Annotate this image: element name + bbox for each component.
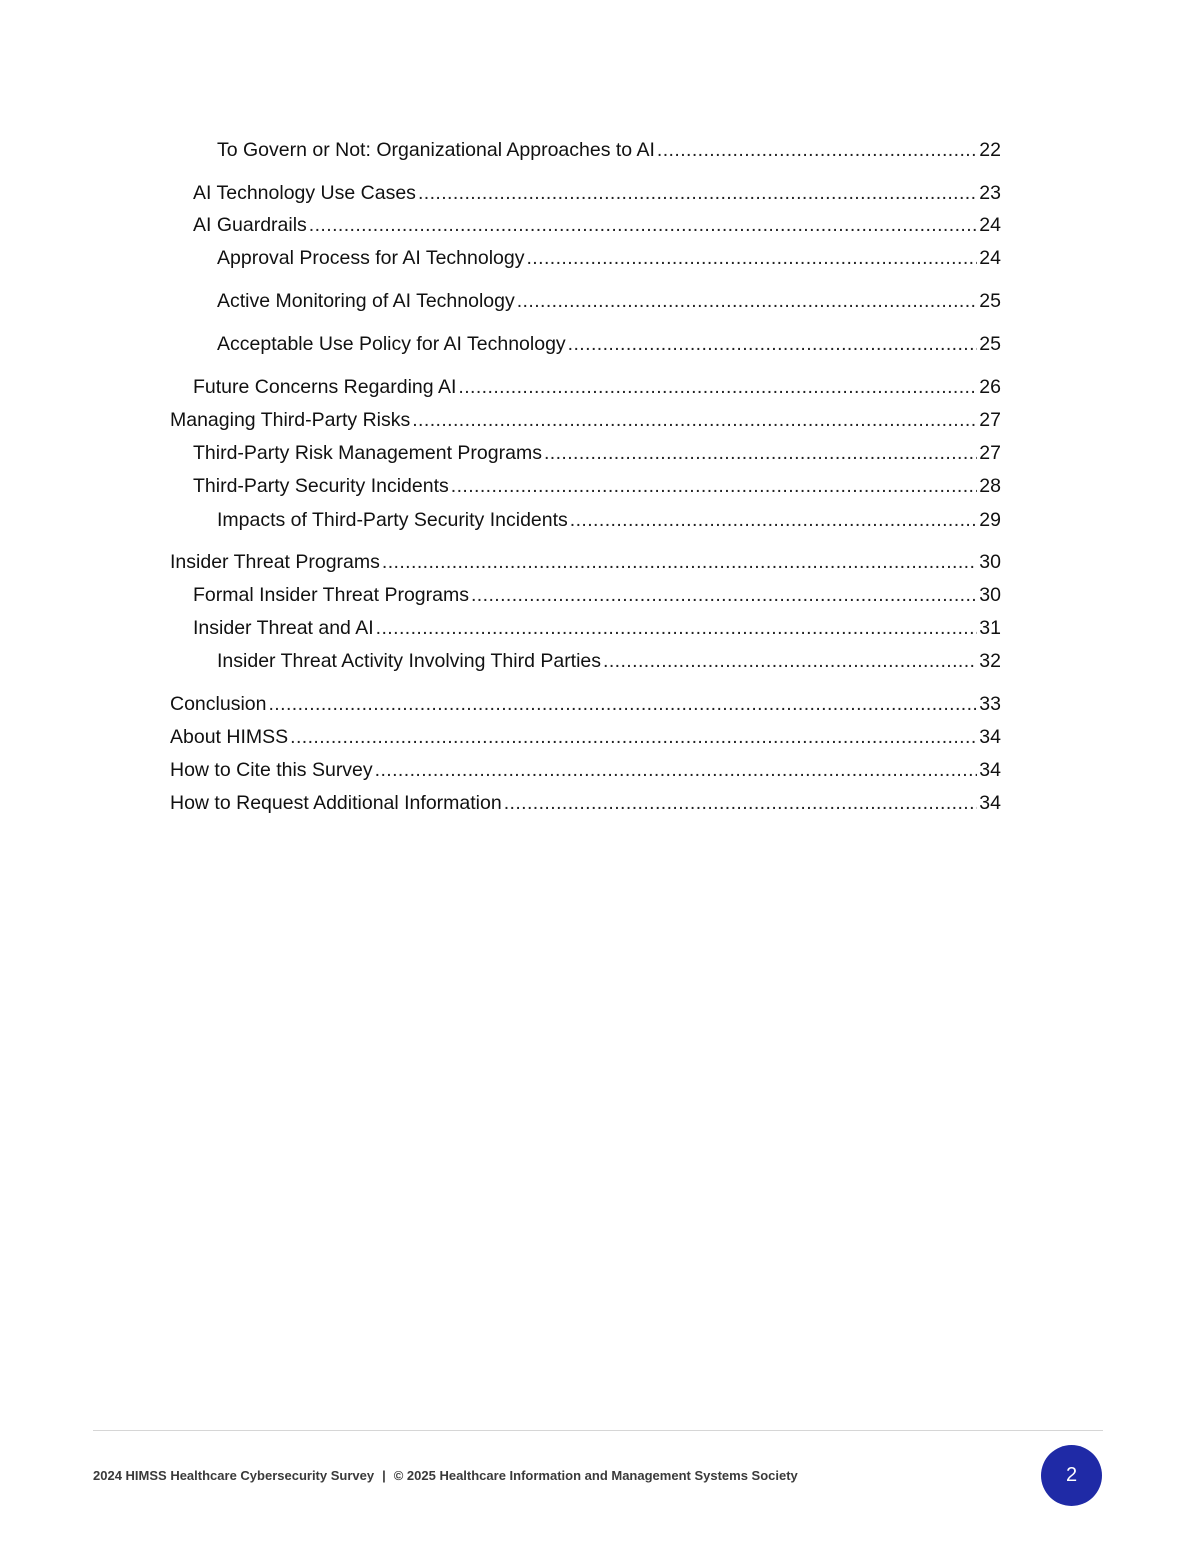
toc-entry-title: How to Request Additional Information xyxy=(170,792,502,814)
toc-entry[interactable] xyxy=(217,506,1001,534)
toc-entry[interactable] xyxy=(170,548,1001,576)
toc-entry-title: Future Concerns Regarding AI xyxy=(193,376,457,398)
toc-entry[interactable] xyxy=(170,756,1001,784)
toc-entry-page: 34 xyxy=(979,792,1001,814)
dot-leader xyxy=(570,506,978,534)
toc-entry-title: Insider Threat Programs xyxy=(170,551,380,573)
toc-entry[interactable] xyxy=(170,789,1001,817)
toc-entry-page: 34 xyxy=(979,726,1001,748)
dot-leader xyxy=(568,330,978,358)
toc-entry[interactable] xyxy=(193,581,1001,609)
toc-entry[interactable] xyxy=(193,472,1001,500)
toc-entry[interactable] xyxy=(170,690,1001,718)
footer-separator: | xyxy=(382,1468,386,1483)
toc-entry[interactable] xyxy=(193,373,1001,401)
toc-entry-title: Third-Party Risk Management Programs xyxy=(193,442,542,464)
dot-leader xyxy=(418,179,977,207)
dot-leader xyxy=(451,472,978,500)
dot-leader xyxy=(471,581,977,609)
toc-entry-title: Insider Threat Activity Involving Third Parties xyxy=(217,650,602,672)
toc-entry[interactable] xyxy=(217,647,1001,675)
toc-entry-page: 25 xyxy=(979,290,1001,312)
toc-entry[interactable] xyxy=(193,211,1001,239)
toc-entry[interactable] xyxy=(193,179,1001,207)
dot-leader xyxy=(309,211,978,239)
toc-entry-title: AI Technology Use Cases xyxy=(193,182,416,204)
toc-entry[interactable] xyxy=(170,406,1001,434)
toc-entry-page: 24 xyxy=(979,214,1001,236)
toc-entry-page: 33 xyxy=(979,693,1001,715)
toc-entry-page: 30 xyxy=(979,584,1001,606)
toc-entry-title: Approval Process for AI Technology xyxy=(217,247,525,269)
toc-entry-title: About HIMSS xyxy=(170,726,289,748)
dot-leader xyxy=(290,723,977,751)
toc-entry-title: How to Cite this Survey xyxy=(170,759,373,781)
dot-leader xyxy=(544,439,977,467)
toc-entry[interactable] xyxy=(217,136,1001,164)
dot-leader xyxy=(526,244,977,272)
dot-leader xyxy=(382,548,977,576)
toc-entry[interactable] xyxy=(217,287,1001,315)
toc-entry-page: 26 xyxy=(979,376,1001,398)
dot-leader xyxy=(412,406,977,434)
dot-leader xyxy=(375,756,978,784)
page-number-badge xyxy=(1041,1445,1102,1506)
toc-entry-title: Third-Party Security Incidents xyxy=(193,475,449,497)
footer-survey-title: 2024 HIMSS Healthcare Cybersecurity Survey xyxy=(93,1468,375,1483)
toc-entry-page: 31 xyxy=(979,617,1001,639)
toc-entry[interactable] xyxy=(217,244,1001,272)
page-footer xyxy=(93,1467,798,1485)
dot-leader xyxy=(268,690,977,718)
toc-entry-title: To Govern or Not: Organizational Approaches to AI xyxy=(217,139,655,161)
toc-entry-page: 22 xyxy=(979,139,1001,161)
toc-entry-page: 27 xyxy=(979,442,1001,464)
toc-entry-page: 29 xyxy=(979,509,1001,531)
toc-entry-page: 23 xyxy=(979,182,1001,204)
toc-entry-title: AI Guardrails xyxy=(193,214,307,236)
toc-entry[interactable] xyxy=(193,439,1001,467)
toc-entry-title: Conclusion xyxy=(170,693,267,715)
toc-entry-title: Insider Threat and AI xyxy=(193,617,374,639)
toc-entry-page: 34 xyxy=(979,759,1001,781)
toc-entry-page: 27 xyxy=(979,409,1001,431)
toc-entry[interactable] xyxy=(193,614,1001,642)
dot-leader xyxy=(376,614,978,642)
toc-entry-title: Impacts of Third-Party Security Incidents xyxy=(217,509,568,531)
dot-leader xyxy=(603,647,977,675)
dot-leader xyxy=(657,136,977,164)
dot-leader xyxy=(517,287,978,315)
page-number: 2 xyxy=(1065,1464,1078,1486)
toc-entry-page: 30 xyxy=(979,551,1001,573)
toc-entry-title: Managing Third-Party Risks xyxy=(170,409,411,431)
toc-entry-page: 24 xyxy=(979,247,1001,269)
toc-entry-page: 28 xyxy=(979,475,1001,497)
footer-copyright: © 2025 Healthcare Information and Management Systems Society xyxy=(393,1468,798,1483)
footer-divider xyxy=(93,1430,1103,1431)
toc-entry-title: Active Monitoring of AI Technology xyxy=(217,290,515,312)
toc-entry[interactable] xyxy=(170,723,1001,751)
toc-entry[interactable] xyxy=(217,330,1001,358)
toc-entry-page: 25 xyxy=(979,333,1001,355)
toc-entry-title: Formal Insider Threat Programs xyxy=(193,584,469,606)
toc-entry-title: Acceptable Use Policy for AI Technology xyxy=(217,333,566,355)
toc-entry-page: 32 xyxy=(979,650,1001,672)
dot-leader xyxy=(458,373,977,401)
dot-leader xyxy=(504,789,978,817)
